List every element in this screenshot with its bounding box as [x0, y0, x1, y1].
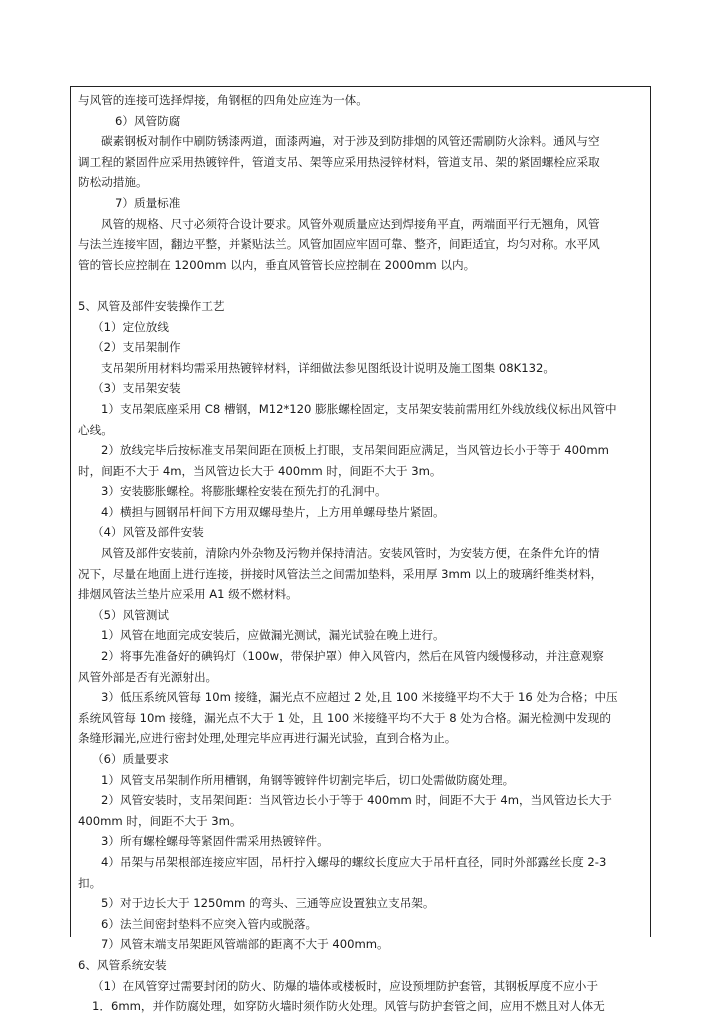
text-line: 扣。 — [78, 875, 102, 890]
text-line: 风管的规格、尺寸必须符合设计要求。风管外观质量应达到焊接角平直，两端面平行无翘角，风管 — [101, 216, 600, 231]
text-line: （3）支吊架安装 — [92, 381, 181, 396]
text-line: 风管外部是否有光源射出。 — [78, 669, 218, 684]
text-line: （6）质量要求 — [92, 752, 169, 766]
text-line: 1）风管在地面完成安装后，应做漏光测试，漏光试验在晚上进行。 — [101, 628, 445, 643]
text-line: 3）安装膨胀螺栓。将膨胀螺栓安装在预先打的孔洞中。 — [101, 484, 387, 499]
text-line: 2）将事先准备好的碘钨灯（100w，带保护罩）伸入风管内，然后在风管内缓慢移动，并注意观察 — [101, 649, 604, 664]
text-line: 2）风管安装时，支吊架间距：当风管边长小于等于 400mm 时，间距不大于 4m，当风管边长大于 — [101, 793, 612, 808]
text-line: 时，间距不大于 4m，当风管边长大于 400mm 时，间距不大于 3m。 — [78, 463, 442, 478]
text-line: 排烟风管法兰垫片应采用 A1 级不燃材料。 — [78, 587, 298, 602]
text-line: 400mm 时，间距不大于 3m。 — [78, 813, 242, 828]
document-frame — [70, 86, 651, 1014]
text-line: 1．6mm，并作防腐处理，如穿防火墙时须作防火处理。风管与防护套管之间，应用不燃且对人体无 — [92, 999, 605, 1014]
document-body — [71, 87, 650, 1017]
text-line: 防松动措施。 — [78, 175, 148, 190]
text-line: 况下，尽量在地面上进行连接，拼接时风管法兰之间需加垫料，采用厚 3mm 以上的玻璃纤维类材料， — [78, 566, 603, 581]
text-line: 6）法兰间密封垫料不应突入管内或脱落。 — [101, 916, 318, 931]
text-line: （2）支吊架制作 — [92, 340, 181, 355]
text-line: 碳素钢板对制作中刷防锈漆两道，面漆两遍，对于涉及到防排烟的风管还需刷防火涂料。通风与空 — [101, 134, 600, 149]
text-line: 1）风管支吊架制作所用槽钢，角钢等镀锌件切割完毕后，切口处需做防腐处理。 — [101, 772, 515, 787]
text-line: 心线。 — [78, 422, 113, 437]
text-line: 4）吊架与吊架根部连接应牢固，吊杆拧入螺母的螺纹长度应大于吊杆直径，同时外部露丝长度 2-3 — [101, 854, 607, 869]
text-line: 管的管长应控制在 1200mm 以内，垂直风管管长应控制在 2000mm 以内。 — [78, 257, 476, 272]
text-line: 4）横担与圆钢吊杆间下方用双螺母垫片，上方用单螺母垫片紧固。 — [101, 504, 445, 519]
text-line: 1）支吊架底座采用 C8 槽钢，M12*120 膨胀螺栓固定，支吊架安装前需用红外线放线仪标出风管中 — [101, 401, 617, 416]
text-line: 7）质量标准 — [115, 195, 181, 210]
text-line: 2）放线完毕后按标准支吊架间距在顶板上打眼，支吊架间距应满足，当风管边长小于等于 400mm — [101, 443, 609, 458]
text-line: 支吊架所用材料均需采用热镀锌材料，详细做法参见图纸设计说明及施工图集 08K132。 — [101, 360, 555, 375]
text-line: 与法兰连接牢固，翻边平整，并紧贴法兰。风管加固应牢固可靠、整齐，间距适宜，均匀对称。水平风 — [78, 237, 600, 252]
text-line: 系统风管每 10m 接缝，漏光点不大于 1 处，且 100 米接缝平均不大于 8 处为合格。漏光检测中发现的 — [78, 710, 611, 725]
text-line: 3）低压系统风管每 10m 接缝，漏光点不应超过 2 处,且 100 米接缝平均不大于 16 处为合格；中压 — [101, 690, 618, 705]
text-line: （4）风管及部件安装 — [92, 525, 204, 540]
text-line: 7）风管末端支吊架距风管端部的距离不大于 400mm。 — [101, 937, 389, 952]
text-line: 3）所有螺栓螺母等紧固件需采用热镀锌件。 — [101, 834, 329, 849]
text-line: 6）风管防腐 — [115, 113, 181, 128]
text-line: （1）定位放线 — [92, 319, 169, 334]
text-line: 风管及部件安装前，清除内外杂物及污物并保持清洁。安装风管时，为安装方便，在条件允许的情 — [101, 546, 600, 561]
text-line — [78, 275, 644, 296]
text-line: 6、风管系统安装 — [78, 957, 167, 972]
text-line: 5、风管及部件安装操作工艺 — [78, 298, 225, 313]
text-line: 5）对于边长大于 1250mm 的弯头、三通等应设置独立支吊架。 — [101, 896, 435, 911]
text-line: 条缝形漏光,应进行密封处理,处理完毕应再进行漏光试验，直到合格为止。 — [78, 731, 457, 746]
text-line: （5）风管测试 — [92, 607, 169, 622]
text-line: 调工程的紧固件应采用热镀锌件，管道支吊、架等应采用热浸锌材料，管道支吊、架的紧固螺栓应采取 — [78, 154, 600, 169]
text-line: （1）在风管穿过需要封闭的防火、防爆的墙体或楼板时，应设预埋防护套管，其钢板厚度不应小于 — [92, 978, 598, 993]
text-line: 与风管的连接可选择焊接，角钢框的四角处应连为一体。 — [78, 93, 368, 107]
